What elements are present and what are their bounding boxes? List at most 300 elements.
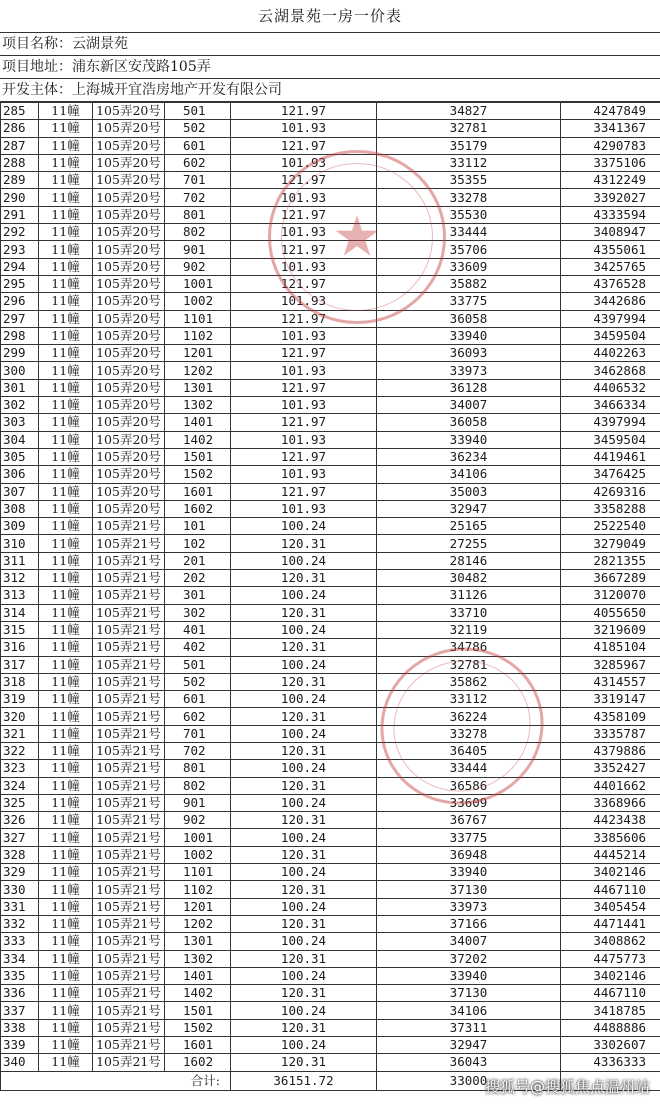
watermark: 搜狐号@搜狐焦点温州站 <box>484 1078 650 1096</box>
room-cell: 802 <box>165 224 231 241</box>
room-cell: 202 <box>165 570 231 587</box>
total-price-cell: 4471441 <box>561 915 660 932</box>
total-price-cell: 4402263 <box>561 345 660 362</box>
room-cell: 1201 <box>165 898 231 915</box>
address-cell: 105弄20号 <box>93 172 165 189</box>
address-cell: 105弄21号 <box>93 967 165 984</box>
room-cell: 801 <box>165 206 231 223</box>
row-number-cell: 325 <box>1 794 39 811</box>
area-cell: 100.24 <box>231 656 377 673</box>
unit-price-cell: 37130 <box>377 881 561 898</box>
table-row <box>1 362 660 379</box>
address-cell: 105弄21号 <box>93 708 165 725</box>
total-price-cell: 4406532 <box>561 379 660 396</box>
area-cell: 120.31 <box>231 846 377 863</box>
area-cell: 100.24 <box>231 967 377 984</box>
table-row <box>1 725 660 742</box>
building-cell: 11幢 <box>39 933 93 950</box>
room-cell: 1102 <box>165 327 231 344</box>
address-cell: 105弄21号 <box>93 1054 165 1071</box>
address-cell: 105弄21号 <box>93 898 165 915</box>
building-cell: 11幢 <box>39 760 93 777</box>
row-number-cell: 318 <box>1 673 39 690</box>
table-row <box>1 1002 660 1019</box>
table-row <box>1 310 660 327</box>
unit-price-cell: 37130 <box>377 985 561 1002</box>
building-cell: 11幢 <box>39 535 93 552</box>
address-cell: 105弄20号 <box>93 327 165 344</box>
room-cell: 302 <box>165 604 231 621</box>
price-table <box>0 102 660 1091</box>
address-cell: 105弄20号 <box>93 431 165 448</box>
table-row <box>1 673 660 690</box>
room-cell: 902 <box>165 258 231 275</box>
total-price-cell: 4355061 <box>561 241 660 258</box>
total-price-cell: 3368966 <box>561 794 660 811</box>
address-cell: 105弄20号 <box>93 500 165 517</box>
total-price-cell: 4055650 <box>561 604 660 621</box>
building-cell: 11幢 <box>39 587 93 604</box>
row-number-cell: 313 <box>1 587 39 604</box>
building-cell: 11幢 <box>39 258 93 275</box>
building-cell: 11幢 <box>39 362 93 379</box>
total-price-cell: 4488886 <box>561 1019 660 1036</box>
room-cell: 1501 <box>165 448 231 465</box>
row-number-cell: 286 <box>1 120 39 137</box>
area-cell: 120.31 <box>231 708 377 725</box>
total-price-cell: 3358288 <box>561 500 660 517</box>
total-price-cell: 4467110 <box>561 985 660 1002</box>
unit-price-cell: 25165 <box>377 518 561 535</box>
area-cell: 121.97 <box>231 483 377 500</box>
unit-price-cell: 37311 <box>377 1019 561 1036</box>
table-row <box>1 812 660 829</box>
room-cell: 502 <box>165 120 231 137</box>
building-cell: 11幢 <box>39 241 93 258</box>
area-cell: 121.97 <box>231 414 377 431</box>
unit-price-cell: 34106 <box>377 466 561 483</box>
room-cell: 101 <box>165 518 231 535</box>
area-cell: 101.93 <box>231 293 377 310</box>
table-row <box>1 535 660 552</box>
address-cell: 105弄21号 <box>93 656 165 673</box>
building-cell: 11幢 <box>39 864 93 881</box>
table-row <box>1 206 660 223</box>
row-number-cell: 302 <box>1 397 39 414</box>
room-cell: 502 <box>165 673 231 690</box>
room-cell: 601 <box>165 137 231 154</box>
address-cell: 105弄21号 <box>93 985 165 1002</box>
area-cell: 101.93 <box>231 362 377 379</box>
row-number-cell: 309 <box>1 518 39 535</box>
building-cell: 11幢 <box>39 967 93 984</box>
room-cell: 1101 <box>165 864 231 881</box>
address-cell: 105弄20号 <box>93 362 165 379</box>
area-cell: 100.24 <box>231 898 377 915</box>
total-price-cell: 4333594 <box>561 206 660 223</box>
total-price-cell: 4358109 <box>561 708 660 725</box>
building-cell: 11幢 <box>39 103 93 120</box>
table-row <box>1 794 660 811</box>
table-row <box>1 829 660 846</box>
address-cell: 105弄21号 <box>93 777 165 794</box>
table-row <box>1 967 660 984</box>
row-number-cell: 287 <box>1 137 39 154</box>
table-row <box>1 604 660 621</box>
unit-price-cell: 33278 <box>377 725 561 742</box>
address-cell: 105弄21号 <box>93 604 165 621</box>
row-number-cell: 295 <box>1 275 39 292</box>
unit-price-cell: 33775 <box>377 829 561 846</box>
room-cell: 1401 <box>165 414 231 431</box>
address-cell: 105弄21号 <box>93 846 165 863</box>
unit-price-cell: 34786 <box>377 639 561 656</box>
total-price-cell: 3459504 <box>561 431 660 448</box>
row-number-cell: 308 <box>1 500 39 517</box>
room-cell: 1002 <box>165 293 231 310</box>
unit-price-cell: 33940 <box>377 967 561 984</box>
table-row <box>1 1037 660 1054</box>
building-cell: 11幢 <box>39 1037 93 1054</box>
table-row <box>1 587 660 604</box>
area-cell: 120.31 <box>231 777 377 794</box>
area-cell: 121.97 <box>231 137 377 154</box>
total-price-cell: 4376528 <box>561 275 660 292</box>
unit-price-cell: 33973 <box>377 898 561 915</box>
room-cell: 1602 <box>165 500 231 517</box>
table-row <box>1 224 660 241</box>
total-price-cell: 4467110 <box>561 881 660 898</box>
area-cell: 121.97 <box>231 379 377 396</box>
row-number-cell: 320 <box>1 708 39 725</box>
area-cell: 120.31 <box>231 881 377 898</box>
summary-area-cell: 36151.72 <box>231 1071 377 1090</box>
room-cell: 1002 <box>165 846 231 863</box>
area-cell: 121.97 <box>231 345 377 362</box>
row-number-cell: 296 <box>1 293 39 310</box>
building-cell: 11幢 <box>39 725 93 742</box>
unit-price-cell: 32781 <box>377 656 561 673</box>
room-cell: 401 <box>165 621 231 638</box>
address-cell: 105弄20号 <box>93 241 165 258</box>
row-number-cell: 305 <box>1 448 39 465</box>
row-number-cell: 338 <box>1 1019 39 1036</box>
building-cell: 11幢 <box>39 829 93 846</box>
area-cell: 101.93 <box>231 397 377 414</box>
unit-price-cell: 33940 <box>377 327 561 344</box>
table-row <box>1 431 660 448</box>
unit-price-cell: 33973 <box>377 362 561 379</box>
building-cell: 11幢 <box>39 397 93 414</box>
room-cell: 501 <box>165 103 231 120</box>
row-number-cell: 327 <box>1 829 39 846</box>
room-cell: 1201 <box>165 345 231 362</box>
building-cell: 11幢 <box>39 327 93 344</box>
summary-label-cell: 合计: <box>1 1071 231 1090</box>
row-number-cell: 330 <box>1 881 39 898</box>
room-cell: 1202 <box>165 915 231 932</box>
room-cell: 1601 <box>165 483 231 500</box>
area-cell: 100.24 <box>231 518 377 535</box>
total-price-cell: 4379886 <box>561 742 660 759</box>
table-row <box>1 621 660 638</box>
table-row <box>1 570 660 587</box>
room-cell: 1601 <box>165 1037 231 1054</box>
table-row <box>1 950 660 967</box>
row-number-cell: 303 <box>1 414 39 431</box>
total-price-cell: 3285967 <box>561 656 660 673</box>
room-cell: 201 <box>165 552 231 569</box>
address-cell: 105弄20号 <box>93 448 165 465</box>
area-cell: 120.31 <box>231 604 377 621</box>
unit-price-cell: 32781 <box>377 120 561 137</box>
table-row <box>1 345 660 362</box>
table-row <box>1 137 660 154</box>
total-price-cell: 3335787 <box>561 725 660 742</box>
row-number-cell: 298 <box>1 327 39 344</box>
area-cell: 100.24 <box>231 760 377 777</box>
area-cell: 121.97 <box>231 241 377 258</box>
building-cell: 11幢 <box>39 483 93 500</box>
room-cell: 402 <box>165 639 231 656</box>
row-number-cell: 334 <box>1 950 39 967</box>
room-cell: 702 <box>165 742 231 759</box>
room-cell: 602 <box>165 154 231 171</box>
table-row <box>1 293 660 310</box>
row-number-cell: 304 <box>1 431 39 448</box>
table-row <box>1 639 660 656</box>
unit-price-cell: 36948 <box>377 846 561 863</box>
room-cell: 602 <box>165 708 231 725</box>
area-cell: 120.31 <box>231 985 377 1002</box>
address-cell: 105弄21号 <box>93 691 165 708</box>
area-cell: 121.97 <box>231 275 377 292</box>
row-number-cell: 323 <box>1 760 39 777</box>
total-price-cell: 3402146 <box>561 967 660 984</box>
area-cell: 120.31 <box>231 1019 377 1036</box>
unit-price-cell: 33112 <box>377 154 561 171</box>
area-cell: 100.24 <box>231 933 377 950</box>
row-number-cell: 329 <box>1 864 39 881</box>
address-cell: 105弄20号 <box>93 137 165 154</box>
table-row <box>1 103 660 120</box>
row-number-cell: 328 <box>1 846 39 863</box>
total-price-cell: 3219609 <box>561 621 660 638</box>
total-price-cell: 3120070 <box>561 587 660 604</box>
address-cell: 105弄21号 <box>93 673 165 690</box>
area-cell: 100.24 <box>231 1002 377 1019</box>
total-price-cell: 2522540 <box>561 518 660 535</box>
row-number-cell: 340 <box>1 1054 39 1071</box>
building-cell: 11幢 <box>39 570 93 587</box>
unit-price-cell: 36224 <box>377 708 561 725</box>
row-number-cell: 311 <box>1 552 39 569</box>
room-cell: 1001 <box>165 275 231 292</box>
table-row <box>1 448 660 465</box>
row-number-cell: 331 <box>1 898 39 915</box>
row-number-cell: 301 <box>1 379 39 396</box>
table-row <box>1 483 660 500</box>
building-cell: 11幢 <box>39 310 93 327</box>
address-cell: 105弄21号 <box>93 742 165 759</box>
address-cell: 105弄20号 <box>93 154 165 171</box>
building-cell: 11幢 <box>39 120 93 137</box>
area-cell: 101.93 <box>231 224 377 241</box>
table-row <box>1 742 660 759</box>
address-cell: 105弄20号 <box>93 275 165 292</box>
table-row <box>1 120 660 137</box>
table-row <box>1 154 660 171</box>
total-price-cell: 3319147 <box>561 691 660 708</box>
total-price-cell: 4397994 <box>561 310 660 327</box>
address-cell: 105弄20号 <box>93 483 165 500</box>
unit-price-cell: 32119 <box>377 621 561 638</box>
building-cell: 11幢 <box>39 431 93 448</box>
total-price-cell: 4401662 <box>561 777 660 794</box>
total-price-cell: 4419461 <box>561 448 660 465</box>
unit-price-cell: 36093 <box>377 345 561 362</box>
address-cell: 105弄21号 <box>93 570 165 587</box>
table-row <box>1 985 660 1002</box>
total-price-cell: 3442686 <box>561 293 660 310</box>
area-cell: 121.97 <box>231 103 377 120</box>
total-price-cell: 3476425 <box>561 466 660 483</box>
table-row <box>1 933 660 950</box>
room-cell: 501 <box>165 656 231 673</box>
address-cell: 105弄21号 <box>93 639 165 656</box>
building-cell: 11幢 <box>39 172 93 189</box>
area-cell: 101.93 <box>231 120 377 137</box>
unit-price-cell: 37202 <box>377 950 561 967</box>
building-cell: 11幢 <box>39 915 93 932</box>
total-price-cell: 3459504 <box>561 327 660 344</box>
row-number-cell: 336 <box>1 985 39 1002</box>
room-cell: 701 <box>165 725 231 742</box>
table-row <box>1 275 660 292</box>
building-cell: 11幢 <box>39 1019 93 1036</box>
row-number-cell: 322 <box>1 742 39 759</box>
total-price-cell: 3405454 <box>561 898 660 915</box>
unit-price-cell: 33444 <box>377 760 561 777</box>
project-name: 项目名称：云湖景苑 <box>0 33 660 56</box>
unit-price-cell: 35882 <box>377 275 561 292</box>
area-cell: 100.24 <box>231 587 377 604</box>
row-number-cell: 314 <box>1 604 39 621</box>
unit-price-cell: 37166 <box>377 915 561 932</box>
room-cell: 1602 <box>165 1054 231 1071</box>
room-cell: 1301 <box>165 933 231 950</box>
address-cell: 105弄21号 <box>93 829 165 846</box>
total-price-cell: 3302607 <box>561 1037 660 1054</box>
building-cell: 11幢 <box>39 1054 93 1071</box>
address-cell: 105弄21号 <box>93 760 165 777</box>
row-number-cell: 297 <box>1 310 39 327</box>
unit-price-cell: 36234 <box>377 448 561 465</box>
table-row <box>1 189 660 206</box>
row-number-cell: 324 <box>1 777 39 794</box>
area-cell: 121.97 <box>231 310 377 327</box>
total-price-cell: 3418785 <box>561 1002 660 1019</box>
address-cell: 105弄20号 <box>93 414 165 431</box>
table-row <box>1 915 660 932</box>
row-number-cell: 299 <box>1 345 39 362</box>
address-cell: 105弄20号 <box>93 379 165 396</box>
room-cell: 701 <box>165 172 231 189</box>
area-cell: 120.31 <box>231 570 377 587</box>
address-cell: 105弄21号 <box>93 518 165 535</box>
building-cell: 11幢 <box>39 379 93 396</box>
table-row <box>1 258 660 275</box>
address-cell: 105弄20号 <box>93 345 165 362</box>
building-cell: 11幢 <box>39 794 93 811</box>
room-cell: 901 <box>165 241 231 258</box>
row-number-cell: 306 <box>1 466 39 483</box>
building-cell: 11幢 <box>39 224 93 241</box>
room-cell: 1001 <box>165 829 231 846</box>
unit-price-cell: 32947 <box>377 500 561 517</box>
address-cell: 105弄20号 <box>93 120 165 137</box>
table-row <box>1 881 660 898</box>
total-price-cell: 3466334 <box>561 397 660 414</box>
building-cell: 11幢 <box>39 846 93 863</box>
room-cell: 1402 <box>165 431 231 448</box>
row-number-cell: 293 <box>1 241 39 258</box>
area-cell: 100.24 <box>231 794 377 811</box>
row-number-cell: 333 <box>1 933 39 950</box>
row-number-cell: 289 <box>1 172 39 189</box>
total-price-cell: 3425765 <box>561 258 660 275</box>
building-cell: 11幢 <box>39 293 93 310</box>
unit-price-cell: 33775 <box>377 293 561 310</box>
project-address: 项目地址：浦东新区安茂路105弄 <box>0 56 660 79</box>
area-cell: 120.31 <box>231 812 377 829</box>
total-price-cell: 4290783 <box>561 137 660 154</box>
total-price-cell: 4269316 <box>561 483 660 500</box>
address-cell: 105弄21号 <box>93 1019 165 1036</box>
row-number-cell: 310 <box>1 535 39 552</box>
table-row <box>1 466 660 483</box>
area-cell: 100.24 <box>231 621 377 638</box>
total-price-cell: 2821355 <box>561 552 660 569</box>
address-cell: 105弄21号 <box>93 881 165 898</box>
area-cell: 120.31 <box>231 915 377 932</box>
room-cell: 1502 <box>165 1019 231 1036</box>
table-row <box>1 414 660 431</box>
row-number-cell: 316 <box>1 639 39 656</box>
area-cell: 101.93 <box>231 258 377 275</box>
total-price-cell: 3352427 <box>561 760 660 777</box>
area-cell: 121.97 <box>231 448 377 465</box>
total-price-cell: 4423438 <box>561 812 660 829</box>
unit-price-cell: 33940 <box>377 864 561 881</box>
total-price-cell: 3375106 <box>561 154 660 171</box>
unit-price-cell: 33278 <box>377 189 561 206</box>
seal-star-icon: ★ <box>331 204 383 270</box>
address-cell: 105弄21号 <box>93 812 165 829</box>
building-cell: 11幢 <box>39 673 93 690</box>
unit-price-cell: 36043 <box>377 1054 561 1071</box>
area-cell: 100.24 <box>231 552 377 569</box>
unit-price-cell: 35862 <box>377 673 561 690</box>
room-cell: 301 <box>165 587 231 604</box>
unit-price-cell: 35179 <box>377 137 561 154</box>
row-number-cell: 288 <box>1 154 39 171</box>
building-cell: 11幢 <box>39 466 93 483</box>
address-cell: 105弄21号 <box>93 915 165 932</box>
row-number-cell: 315 <box>1 621 39 638</box>
unit-price-cell: 30482 <box>377 570 561 587</box>
row-number-cell: 292 <box>1 224 39 241</box>
